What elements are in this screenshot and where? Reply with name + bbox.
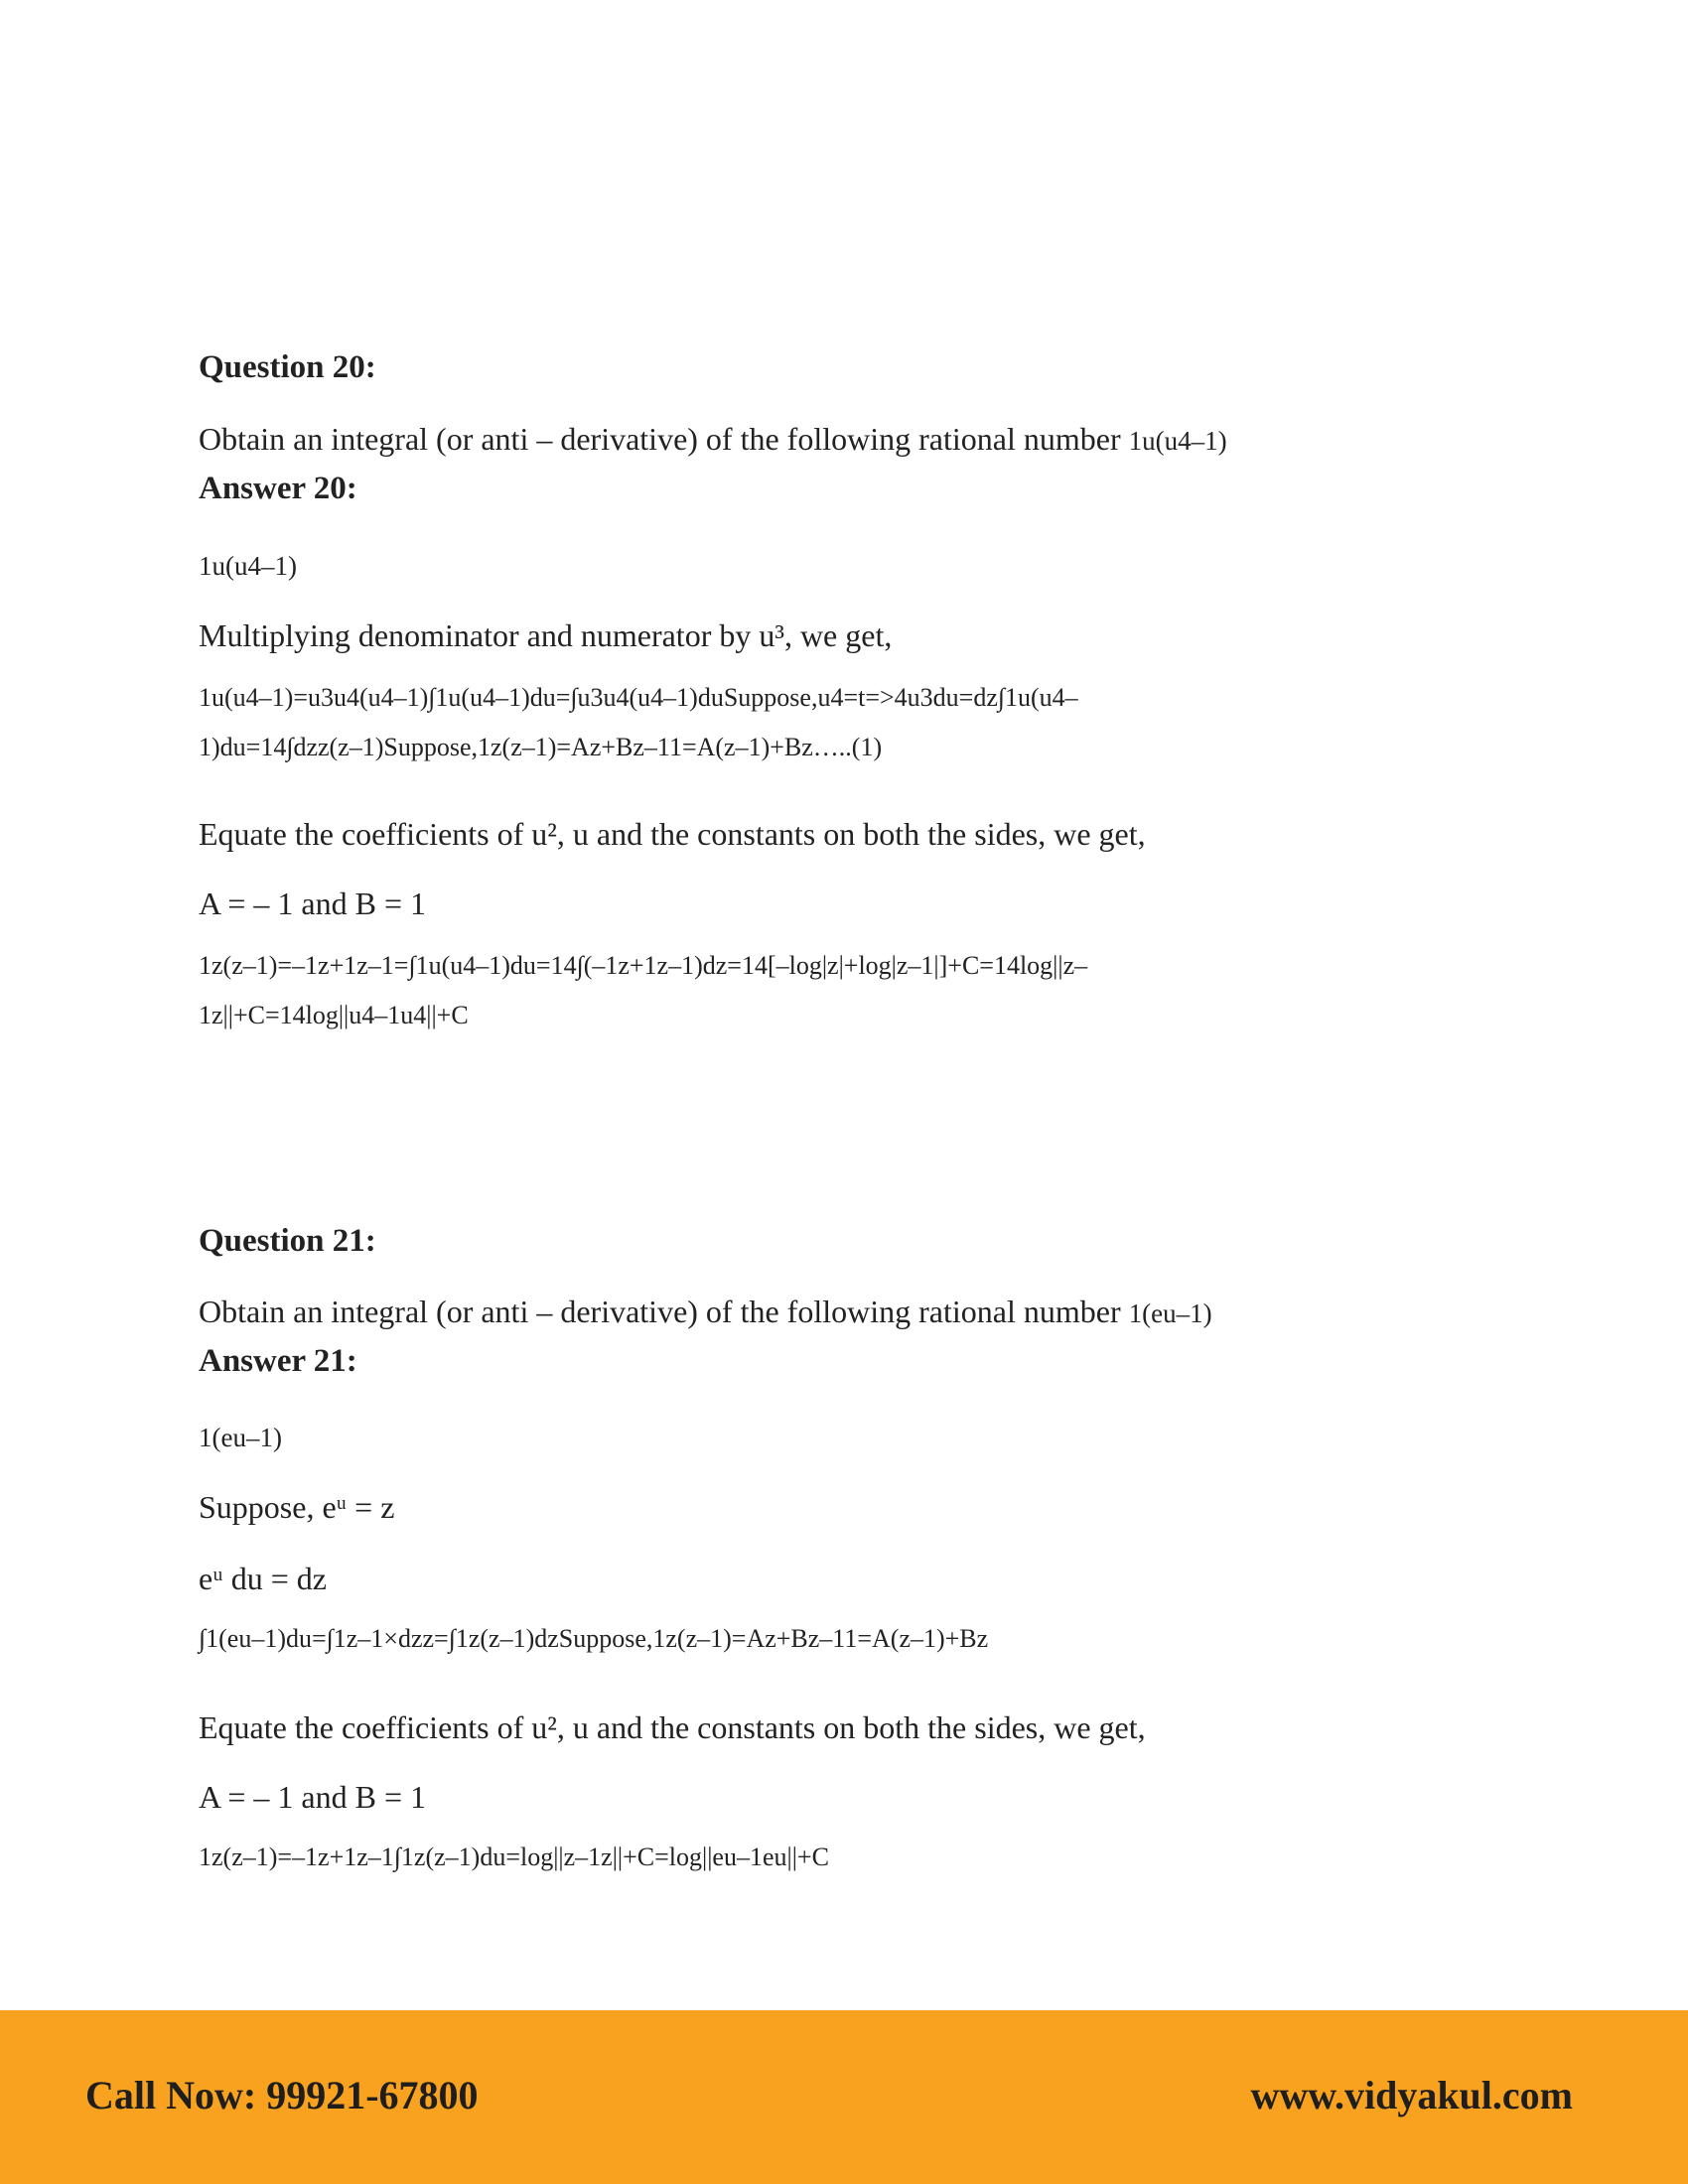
question-20-heading: Question 20: (199, 349, 376, 385)
answer-20-expression-text: 1u(u4–1) (199, 551, 297, 581)
answer-21-step-suppose: Suppose, eᵘ = z (199, 1489, 395, 1525)
answer-21-math-line-1-text: ∫1(eu–1)du=∫1z–1×dzz=∫1z(z–1)dzSuppose,1z(z–1)=Az+Bz–11=A(z–1)+Bz (199, 1624, 989, 1653)
answer-21-math-line-2-text: 1z(z–1)=–1z+1z–1∫1z(z–1)du=log||z–1z||+C=log||eu–1eu||+C (199, 1843, 829, 1871)
website-link[interactable]: www.vidyakul.com (1250, 2073, 1573, 2117)
question-21-heading: Question 21: (199, 1223, 376, 1259)
answer-20-math-line-2-text: 1)du=14∫dzz(z–1)Suppose,1z(z–1)=Az+Bz–11=A(z–1)+Bz…..(1) (199, 733, 883, 761)
question-21-prompt-text: Obtain an integral (or anti – derivative) of the following rational number (199, 1294, 1121, 1329)
answer-20-heading: Answer 20: (199, 471, 357, 506)
answer-20-step-multiply: Multiplying denominator and numerator by u³, we get, (199, 617, 893, 653)
call-now-text[interactable]: Call Now: 99921-67800 (85, 2073, 479, 2117)
question-21-prompt-math: 1(eu–1) (1128, 1298, 1212, 1328)
answer-20-math-line-4-text: 1z||+C=14log||u4–1u4||+C (199, 1001, 469, 1029)
answer-21-step-equate: Equate the coefficients of u², u and the constants on both the sides, we get, (199, 1709, 1146, 1745)
answer-20-math-line-1-text: 1u(u4–1)=u3u4(u4–1)∫1u(u4–1)du=∫u3u4(u4–1)duSuppose,u4=t=>4u3du=dz∫1u(u4– (199, 683, 1078, 712)
answer-20-step-equate: Equate the coefficients of u², u and the constants on both the sides, we get, (199, 816, 1146, 852)
answer-21-math-line-2 (199, 1843, 1489, 1872)
answer-20-step-values: A = – 1 and B = 1 (199, 886, 426, 921)
answer-21-step-values: A = – 1 and B = 1 (199, 1779, 426, 1815)
answer-21-expression (199, 1418, 282, 1454)
answer-20-math-line-4 (199, 1001, 1489, 1030)
answer-20-expression (199, 546, 297, 583)
question-20-prompt-math: 1u(u4–1) (1128, 426, 1227, 456)
answer-20-math-line-1 (199, 683, 1489, 713)
answer-21-step-differential: eᵘ du = dz (199, 1561, 327, 1596)
answer-21-heading: Answer 21: (199, 1343, 357, 1379)
question-21-prompt (199, 1294, 1212, 1330)
answer-20-math-line-2 (199, 733, 1489, 762)
question-20-prompt-text: Obtain an integral (or anti – derivative) of the following rational number (199, 421, 1121, 457)
answer-21-math-line-1 (199, 1624, 1489, 1654)
answer-21-expression-text: 1(eu–1) (199, 1423, 282, 1452)
answer-20-math-line-3 (199, 951, 1489, 981)
answer-20-math-line-3-text: 1z(z–1)=–1z+1z–1=∫1u(u4–1)du=14∫(–1z+1z–1)dz=14[–log|z|+log|z–1|]+C=14log||z– (199, 951, 1088, 980)
question-20-prompt (199, 421, 1227, 458)
footer-banner (0, 2010, 1688, 2184)
